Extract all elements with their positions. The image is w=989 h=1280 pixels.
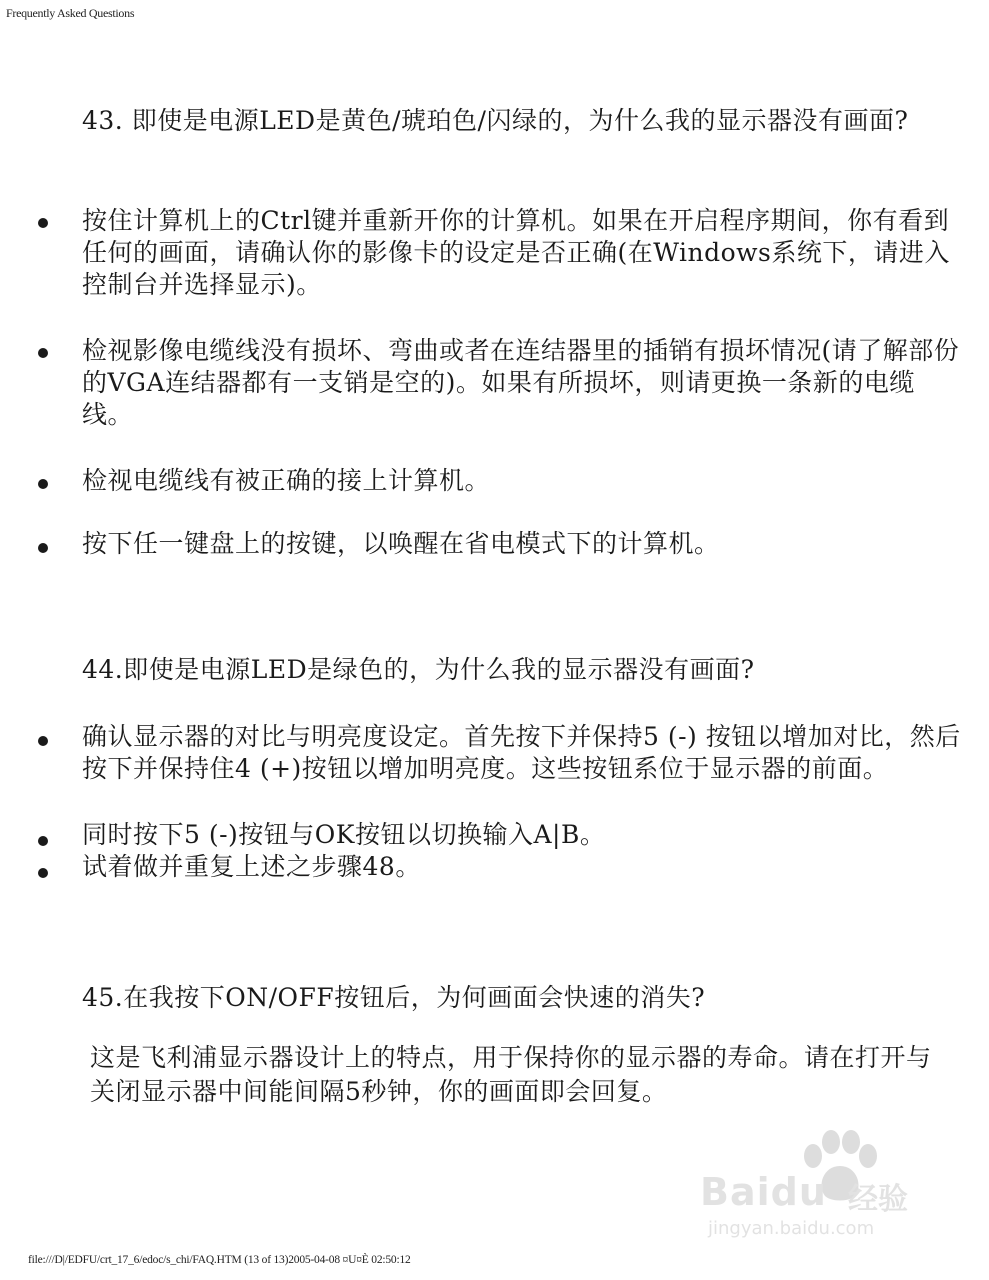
watermark-brand: Baidu (700, 1170, 827, 1214)
answer-43-item-2: 检视影像电缆线没有损坏、弯曲或者在连结器里的插销有损坏情况(请了解部份的VGA连结器都有一支销是空的)。如果有所损坏，则请更换一条新的电缆线。 (82, 336, 960, 429)
answer-43-item-1: 按住计算机上的Ctrl键并重新开你的计算机。如果在开启程序期间，你有看到任何的画面，请确认你的影像卡的设定是否正确(在Windows系统下，请进入控制台并选择显示)。 (82, 206, 950, 299)
baidu-jingyan-watermark (700, 1130, 910, 1245)
bullet-dot (38, 348, 48, 358)
bullet-dot (38, 218, 48, 228)
bullet-dot (38, 868, 48, 878)
bullet-dot (38, 543, 48, 553)
answer-44-item-1: 确认显示器的对比与明亮度设定。首先按下并保持5 (-) 按钮以增加对比，然后按下并保持住4 (+)按钮以增加明亮度。这些按钮系位于显示器的前面。 (82, 722, 961, 783)
answer-44-item-2: 同时按下5 (-)按钮与OK按钮以切换输入A|B。 (82, 820, 606, 849)
bullet-dot (38, 836, 48, 846)
question-45-heading: 45.在我按下ON/OFF按钮后，为何画面会快速的消失? (82, 983, 706, 1012)
watermark-brand-cn: 经验 (848, 1182, 908, 1217)
answer-43-item-4: 按下任一键盘上的按键，以唤醒在省电模式下的计算机。 (82, 529, 720, 558)
watermark-url: jingyan.baidu.com (708, 1218, 875, 1239)
answer-44-item-3: 试着做并重复上述之步骤48。 (82, 852, 421, 881)
bullet-dot (38, 736, 48, 746)
question-43-heading: 43. 即使是电源LED是黄色/琥珀色/闪绿的，为什么我的显示器没有画面? (82, 106, 909, 135)
answer-45-text: 这是飞利浦显示器设计上的特点，用于保持你的显示器的寿命。请在打开与关闭显示器中间能间隔5秒钟，你的画面即会回复。 (90, 1043, 932, 1106)
page-header-title: Frequently Asked Questions (6, 6, 135, 20)
page-footer-path: file:///D|/EDFU/crt_17_6/edoc/s_chi/FAQ.HTM (13 of 13)2005-04-08 ¤U¤È 02:50:12 (28, 1254, 411, 1266)
bullet-dot (38, 479, 48, 489)
answer-43-item-3: 检视电缆线有被正确的接上计算机。 (82, 466, 491, 495)
question-44-heading: 44.即使是电源LED是绿色的，为什么我的显示器没有画面? (82, 655, 755, 684)
